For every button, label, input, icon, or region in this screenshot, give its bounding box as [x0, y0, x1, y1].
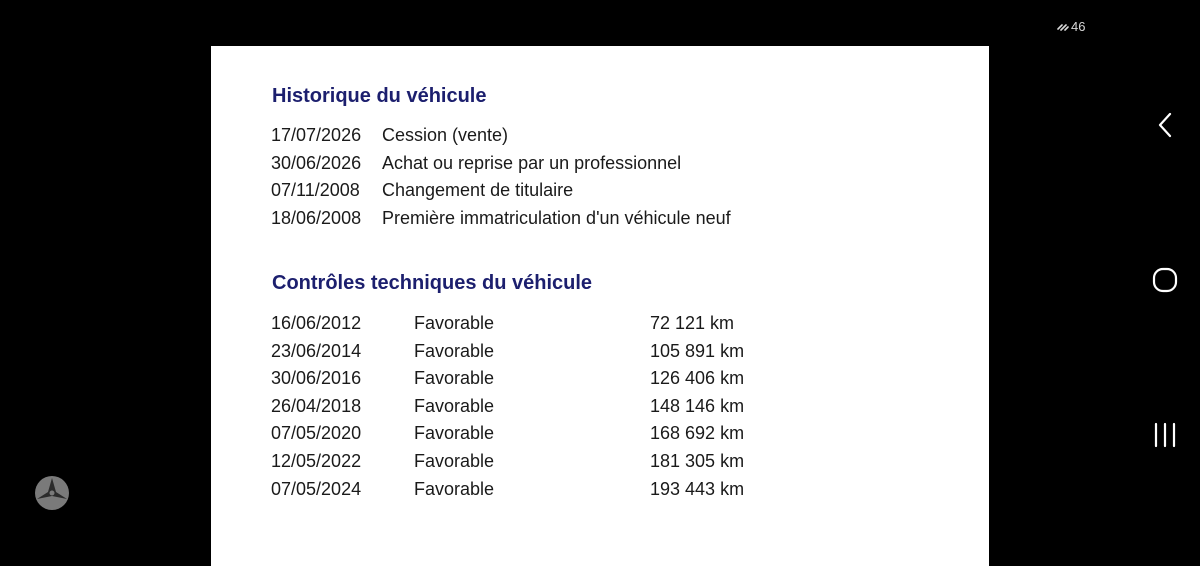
document-page	[211, 46, 989, 566]
inspection-row	[271, 393, 871, 421]
inspection-row	[271, 365, 871, 393]
recent-apps-button[interactable]	[1130, 420, 1200, 450]
inspection-row	[271, 310, 871, 338]
signal-text: 46	[1071, 19, 1086, 34]
status-bar	[1057, 19, 1085, 34]
inspection-mileage: 181 305 km	[650, 450, 745, 471]
inspections-list	[271, 310, 871, 503]
inspections-title: Contrôles techniques du véhicule	[272, 272, 593, 294]
app-logo-icon[interactable]	[34, 475, 70, 511]
inspection-date: 26/04/2018	[271, 395, 362, 416]
history-title: Historique du véhicule	[272, 85, 487, 107]
history-row	[271, 122, 731, 150]
history-event: Changement de titulaire	[382, 180, 574, 201]
recent-apps-icon	[1152, 422, 1178, 448]
inspection-mileage: 148 146 km	[650, 395, 745, 416]
inspection-result: Favorable	[414, 450, 495, 471]
inspection-date: 07/05/2024	[271, 478, 362, 499]
inspection-result: Favorable	[414, 368, 495, 389]
history-list	[271, 122, 731, 233]
inspection-result: Favorable	[414, 395, 495, 416]
inspection-row	[271, 448, 871, 476]
signal-icon	[1057, 22, 1069, 31]
history-row	[271, 205, 731, 233]
inspection-mileage: 126 406 km	[650, 368, 745, 389]
home-button[interactable]	[1130, 265, 1200, 295]
back-button[interactable]	[1130, 110, 1200, 140]
back-chevron-icon	[1157, 112, 1173, 138]
inspection-date: 16/06/2012	[271, 313, 362, 333]
inspection-result: Favorable	[414, 313, 495, 333]
history-event: Achat ou reprise par un professionnel	[382, 152, 682, 173]
inspection-mileage: 168 692 km	[650, 423, 745, 444]
inspection-date: 30/06/2016	[271, 368, 362, 389]
history-date: 07/11/2008	[271, 180, 360, 201]
inspection-row	[271, 476, 871, 504]
history-date: 18/06/2008	[271, 208, 362, 229]
history-event: Première immatriculation d'un véhicule neuf	[382, 208, 731, 229]
history-row	[271, 177, 731, 205]
inspection-row	[271, 420, 871, 448]
inspection-date: 07/05/2020	[271, 423, 362, 444]
inspection-row	[271, 338, 871, 366]
inspection-date: 23/06/2014	[271, 340, 362, 361]
inspection-result: Favorable	[414, 340, 495, 361]
history-event: Cession (vente)	[382, 125, 509, 145]
inspection-mileage: 105 891 km	[650, 340, 745, 361]
inspection-date: 12/05/2022	[271, 450, 362, 471]
history-date: 30/06/2026	[271, 152, 362, 173]
inspection-mileage: 193 443 km	[650, 478, 745, 499]
inspection-mileage: 72 121 km	[650, 313, 735, 333]
inspection-result: Favorable	[414, 423, 495, 444]
home-circle-icon	[1151, 266, 1179, 294]
history-date: 17/07/2026	[271, 125, 362, 145]
inspection-result: Favorable	[414, 478, 495, 499]
history-row	[271, 150, 731, 178]
